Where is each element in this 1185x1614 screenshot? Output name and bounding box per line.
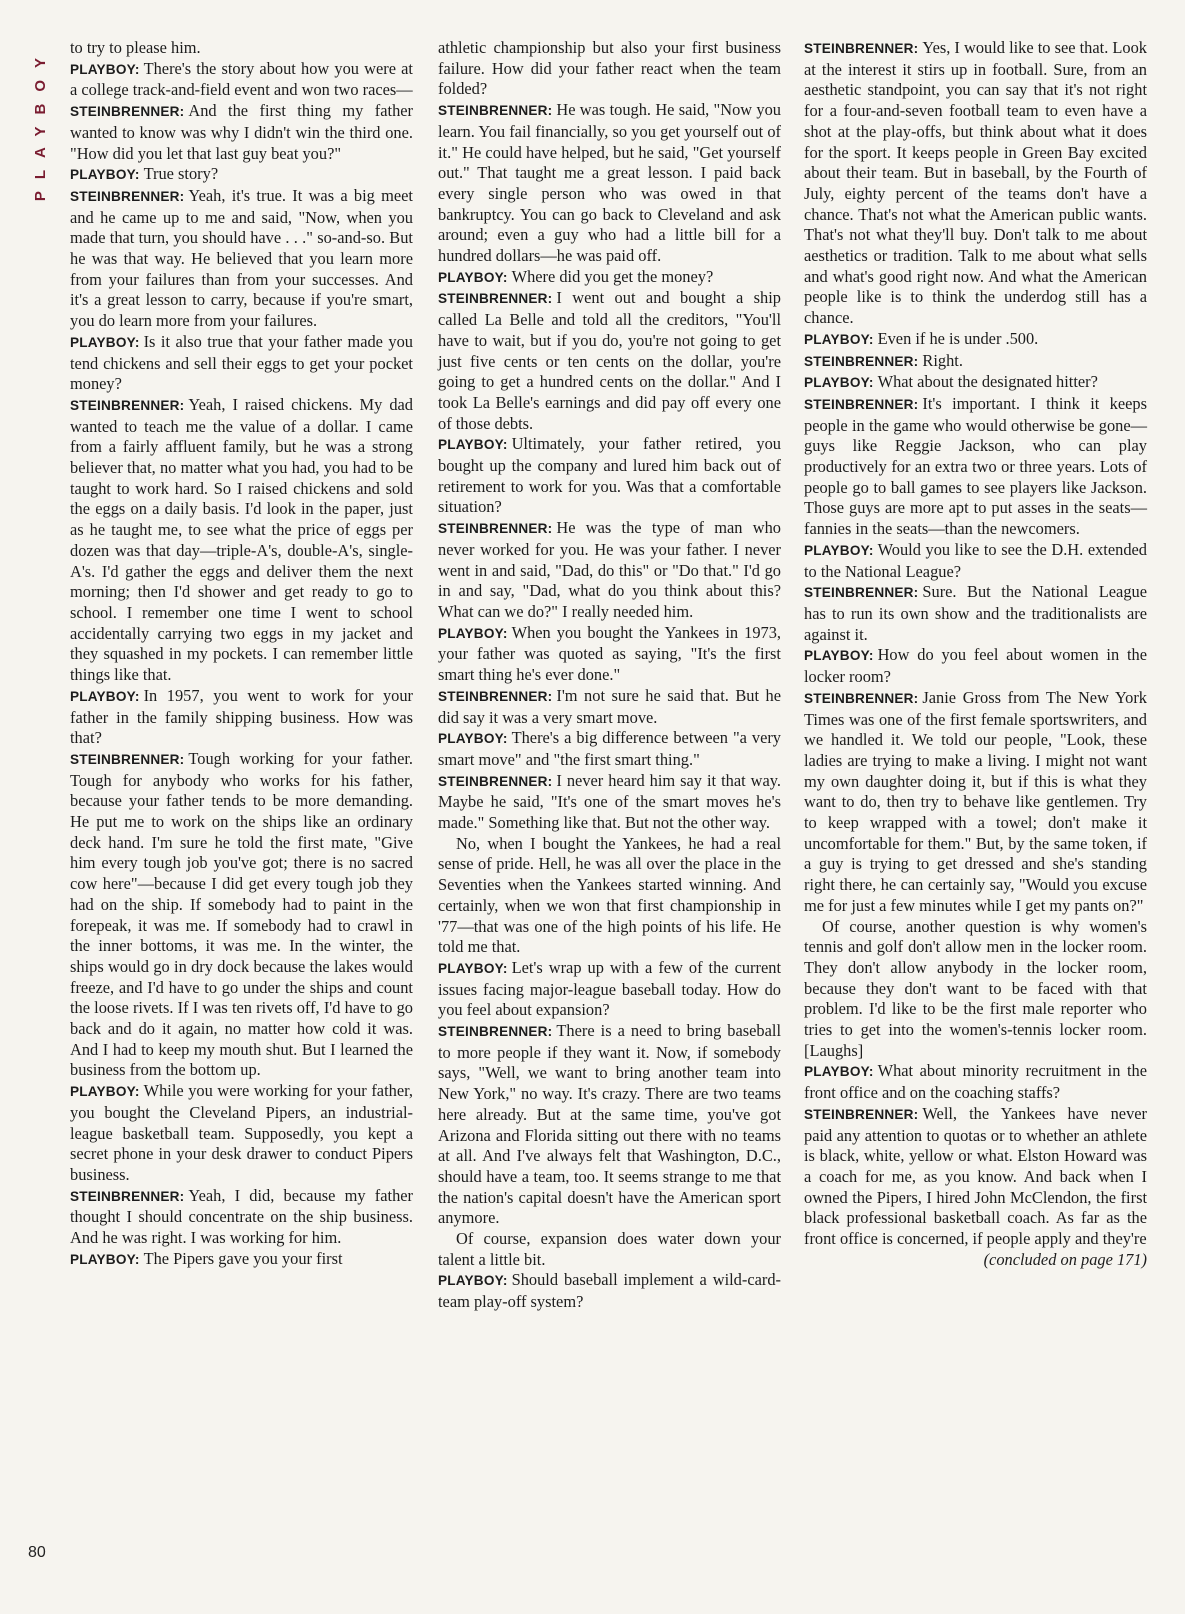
paragraph-text: Even if he is under .500. (877, 328, 1039, 348)
interview-paragraph (70, 1249, 413, 1271)
speaker-label: PLAYBOY: (804, 648, 874, 664)
interview-paragraph (70, 395, 413, 686)
speaker-label: STEINBRENNER: (804, 41, 919, 56)
speaker-label: STEINBRENNER: (70, 188, 185, 204)
interview-paragraph (438, 771, 781, 834)
speaker-label: PLAYBOY: (804, 1064, 874, 1080)
interview-paragraph (70, 38, 413, 59)
speaker-label: STEINBRENNER: (804, 1106, 919, 1122)
paragraph-text: There's a big difference between "a very smart move" and "the first smart thing." (438, 728, 781, 769)
paragraph-text: In 1957, you went to work for your father in the family shipping business. How was that? (70, 685, 413, 748)
speaker-label: STEINBRENNER: (438, 291, 553, 307)
paragraph-text: Let's wrap up with a few of the current issues facing major-league baseball today. How do you feel about expansion? (438, 957, 781, 1020)
speaker-label: STEINBRENNER: (438, 521, 553, 537)
text-column-2 (438, 38, 781, 1313)
interview-paragraph (70, 186, 413, 332)
interview-paragraph (438, 1021, 781, 1229)
paragraph-text: Is it also true that your father made you tend chickens and sell their eggs to get your pocket money? (70, 331, 413, 394)
interview-paragraph (804, 688, 1147, 917)
speaker-label: STEINBRENNER: (804, 353, 919, 369)
interview-paragraph (804, 1104, 1147, 1250)
interview-paragraph (438, 686, 781, 728)
page-number: 80 (28, 1544, 46, 1561)
speaker-label: PLAYBOY: (804, 375, 874, 391)
paragraph-text: I went out and bought a ship called La Belle and told all the creditors, "You'll have to wait, but if you do, you're not going to get just five cents or ten cents on the dollar, you're going to get a hundred cents on the dollar." And I took La Belle's earnings and did pay off every one of those debts. (438, 288, 781, 433)
speaker-label: STEINBRENNER: (438, 1024, 553, 1040)
paragraph-text: No, when I bought the Yankees, he had a real sense of pride. Hell, he was all over the place in the Seventies when the Yankees started winning. And certainly, when we won that first championship in '77—that was one of the high points of his life. He told me that. (438, 833, 781, 957)
paragraph-text: I'm not sure he said that. But he did say it was a very smart move. (438, 685, 781, 727)
interview-paragraph (70, 332, 413, 395)
paragraph-text: True story? (143, 164, 219, 184)
paragraph-text: Tough working for your father. Tough for anybody who works for his father, because your father tends to be more demanding. He put me to work on the ships like an ordinary deck hand. I'm sure he told the first mate, "Give him every tough job you've got; there is no sacred cow here"—because I did get every tough job they had on the ship. If somebody had to paint in the forepeak, it was me. If somebody had to crawl in the inner bottoms, it was me. In the winter, the ships would go in dry dock because the lakes would freeze, and I'd have to go under the ships and count the loose rivets. If I was ten rivets off, I'd have to go back and do it again, no matter how cold it was. And I had to keep my mouth shut. But I learned the business from the bottom up. (70, 748, 413, 1080)
speaker-label: STEINBRENNER: (438, 103, 553, 119)
interview-paragraph (438, 434, 781, 518)
interview-paragraph (438, 288, 781, 434)
paragraph-text: There's the story about how you were at a college track-and-field event and won two races— (70, 58, 413, 100)
interview-paragraph (70, 59, 413, 101)
interview-paragraph (804, 394, 1147, 540)
speaker-label: PLAYBOY: (804, 542, 874, 558)
speaker-label: PLAYBOY: (438, 960, 508, 976)
interview-paragraph (70, 164, 413, 186)
interview-paragraph (438, 267, 781, 289)
interview-paragraph (804, 645, 1147, 687)
speaker-label: STEINBRENNER: (804, 690, 919, 706)
paragraph-text: Janie Gross from The New York Times was one of the first female sportswriters, and we handled it. We told our people, "Look, these ladies are trying to make a living. I might not want my own daughter doing it, but if this is what they want to do, then try to behave like gentlemen. Try to keep wrapped with a towel; don't make it uncomfortable for them." But, by the same token, if a guy is trying to get dressed and she's standing right there, he can certainly say, "Would you excuse me for just a few minutes while I get my pants on?" (804, 687, 1147, 915)
paragraph-text: He was tough. He said, "Now you learn. You fail financially, so you get yourself out of it." He could have helped, but he said, "Get yourself out." That taught me a great lesson. I paid back every single person who was owed in that bankruptcy. You can go back to Cleveland and ask around; even a guy who had a little bill for a hundred dollars—he was paid off. (438, 100, 781, 266)
paragraph-text: Right. (922, 350, 963, 370)
paragraph-text: When you bought the Yankees in 1973, your father was quoted as saying, "It's the first smart thing he's ever done." (438, 622, 781, 685)
speaker-label: STEINBRENNER: (70, 397, 185, 413)
continuation-note: (concluded on page 171) (983, 1249, 1147, 1269)
interview-paragraph (804, 1061, 1147, 1103)
interview-paragraph (70, 686, 413, 749)
speaker-label: PLAYBOY: (438, 437, 508, 453)
speaker-label: PLAYBOY: (70, 688, 140, 704)
speaker-label: PLAYBOY: (438, 625, 508, 641)
speaker-label: STEINBRENNER: (70, 751, 185, 767)
speaker-label: STEINBRENNER: (804, 396, 919, 412)
interview-paragraph (438, 728, 781, 770)
paragraph-text: Of course, another question is why women's tennis and golf don't allow men in the locker room. They don't allow anybody in the locker room, because they don't want to be faced with that problem. I'd like to be the first male reporter who tries to get into the women's-tennis locker room. [Laughs] (804, 916, 1147, 1060)
interview-paragraph (804, 351, 1147, 373)
paragraph-text: The Pipers gave you your first (143, 1248, 343, 1268)
interview-paragraph (70, 749, 413, 1081)
interview-paragraph (438, 834, 781, 958)
paragraph-text: athletic championship but also your first business failure. How did your father react when the team folded? (438, 38, 781, 99)
interview-paragraph (438, 623, 781, 686)
speaker-label: PLAYBOY: (438, 1273, 508, 1289)
paragraph-text: Would you like to see the D.H. extended to the National League? (804, 539, 1147, 581)
paragraph-text: While you were working for your father, you bought the Cleveland Pipers, an industrial-league basketball team. Supposedly, you kept a secret phone in your desk drawer to conduct Pipers business. (70, 1081, 413, 1184)
interview-paragraph (804, 329, 1147, 351)
interview-paragraph (438, 518, 781, 623)
interview-paragraph (438, 958, 781, 1021)
paragraph-text: How do you feel about women in the locker room? (804, 645, 1147, 687)
interview-paragraph (804, 917, 1147, 1062)
interview-paragraph (438, 100, 781, 267)
speaker-label: PLAYBOY: (70, 61, 140, 77)
speaker-label: PLAYBOY: (70, 334, 140, 350)
paragraph-text: I never heard him say it that way. Maybe he said, "It's one of the smart moves he's made." Something like that. But not the other way. (438, 770, 781, 833)
interview-paragraph (438, 38, 781, 100)
interview-paragraph (70, 1186, 413, 1249)
paragraph-text: Of course, expansion does water down your talent a little bit. (438, 1229, 781, 1269)
paragraph-text: It's important. I think it keeps people in the game who would otherwise be gone—guys like Reggie Jackson, who can play productively for an extra two or three years. Lots of people go to ball games to see players like Jackson. Those guys are more apt to put asses in the seats—fannies in the seats—than the newcomers. (804, 393, 1147, 539)
paragraph-text: Should baseball implement a wild-card-team play-off system? (438, 1270, 781, 1312)
speaker-label: STEINBRENNER: (70, 1188, 185, 1204)
interview-paragraph (70, 101, 413, 164)
playboy-vertical-logo: PLAYBOY (32, 46, 49, 202)
paragraph-text: Where did you get the money? (511, 266, 714, 286)
paragraph-text: There is a need to bring baseball to more people if they want it. Now, if somebody says, "Well, we want to bring another team into New York," no way. It's crazy. There are two teams here already. But at the same time, you've got Arizona and Florida sitting out there with no teams at all. And I've always felt that Washington, D.C., should have a team, too. It seems strange to me that the nation's capital doesn't have the American sport anymore. (438, 1021, 781, 1228)
text-column-3 (804, 38, 1147, 1270)
speaker-label: PLAYBOY: (70, 167, 140, 183)
interview-paragraph (70, 1081, 413, 1186)
speaker-label: STEINBRENNER: (438, 688, 553, 704)
speaker-label: STEINBRENNER: (804, 585, 919, 601)
speaker-label: STEINBRENNER: (70, 104, 185, 120)
paragraph-text: What about minority recruitment in the front office and on the coaching staffs? (804, 1061, 1147, 1103)
interview-paragraph (438, 1229, 781, 1270)
paragraph-text: And the first thing my father wanted to know was why I didn't win the third one. "How did you let that last guy beat you?" (70, 101, 413, 163)
paragraph-text: Ultimately, your father retired, you bought up the company and lured him back out of retirement to work for you. Was that a comfortable situation? (438, 434, 781, 517)
interview-paragraph (804, 372, 1147, 394)
paragraph-text: Yeah, I did, because my father thought I should concentrate on the ship business. And he was right. I was working for him. (70, 1185, 413, 1248)
speaker-label: PLAYBOY: (804, 331, 874, 347)
speaker-label: PLAYBOY: (70, 1084, 140, 1100)
paragraph-text: Yeah, it's true. It was a big meet and he came up to me and said, "Now, when you made that turn, you should have . . ." so-and-so. But he was that way. He believed that you learn more from your failures than from your successes. And it's a great lesson to carry, because if you're smart, you do learn more from your failures. (70, 185, 413, 331)
paragraph-text: to try to please him. (70, 38, 201, 57)
text-column-1 (70, 38, 413, 1270)
speaker-label: PLAYBOY: (70, 1251, 140, 1267)
interview-paragraph (438, 1270, 781, 1312)
paragraph-text: Yes, I would like to see that. Look at the interest it stirs up in football. Sure, from an aesthetic standpoint, you can say that it's not right for a four-and-seven football team to even have a shot at the play-offs, but think about what it does for the sport. It keeps people in Green Bay excited about their team. But in baseball, by the Fourth of July, eighty percent of the teams don't have a chance. That's not what the American public wants. That's not what they'll buy. Don't talk to me about aesthetics or tradition. Talk to me about what sells and what's good right now. And what the American people like is to think the underdog still has a chance. (804, 38, 1147, 328)
paragraph-text: Sure. But the National League has to run its own show and the traditionalists are against it. (804, 582, 1147, 644)
interview-paragraph (804, 540, 1147, 582)
paragraph-text: Yeah, I raised chickens. My dad wanted to teach me the value of a dollar. I came from a fairly affluent family, but he was a strong believer that, no matter what you had, you had to be taught to work hard. So I raised chickens and sold the eggs on a daily basis. I'd look in the paper, just as he taught me, to see what the price of eggs per dozen was that day—triple-A's, double-A's, single-A's. I'd gather the eggs and deliver them the next morning; then I'd shower and get ready to go to school. I remember one time I went to school accidentally carrying two eggs in my jacket and they squashed in my pockets. I can remember little things like that. (70, 394, 413, 685)
paragraph-text: He was the type of man who never worked for you. He was your father. I never went in and said, "Dad, do this" or "Do that." I'd go in and say, "Dad, what do you think about this? What can we do?" I really needed him. (438, 518, 781, 621)
interview-paragraph (804, 582, 1147, 645)
paragraph-text: Well, the Yankees have never paid any attention to quotas or to whether an athlete is black, white, yellow or what. Elston Howard was a coach for me, as you know. And back when I owned the Pipers, I hired John McClendon, the first black professional basketball coach. As far as the front office is concerned, if people apply and they're (804, 1103, 1147, 1249)
speaker-label: PLAYBOY: (438, 269, 508, 285)
paragraph-text: What about the designated hitter? (877, 372, 1098, 392)
speaker-label: PLAYBOY: (438, 731, 508, 747)
interview-paragraph (804, 38, 1147, 329)
speaker-label: STEINBRENNER: (438, 773, 553, 789)
